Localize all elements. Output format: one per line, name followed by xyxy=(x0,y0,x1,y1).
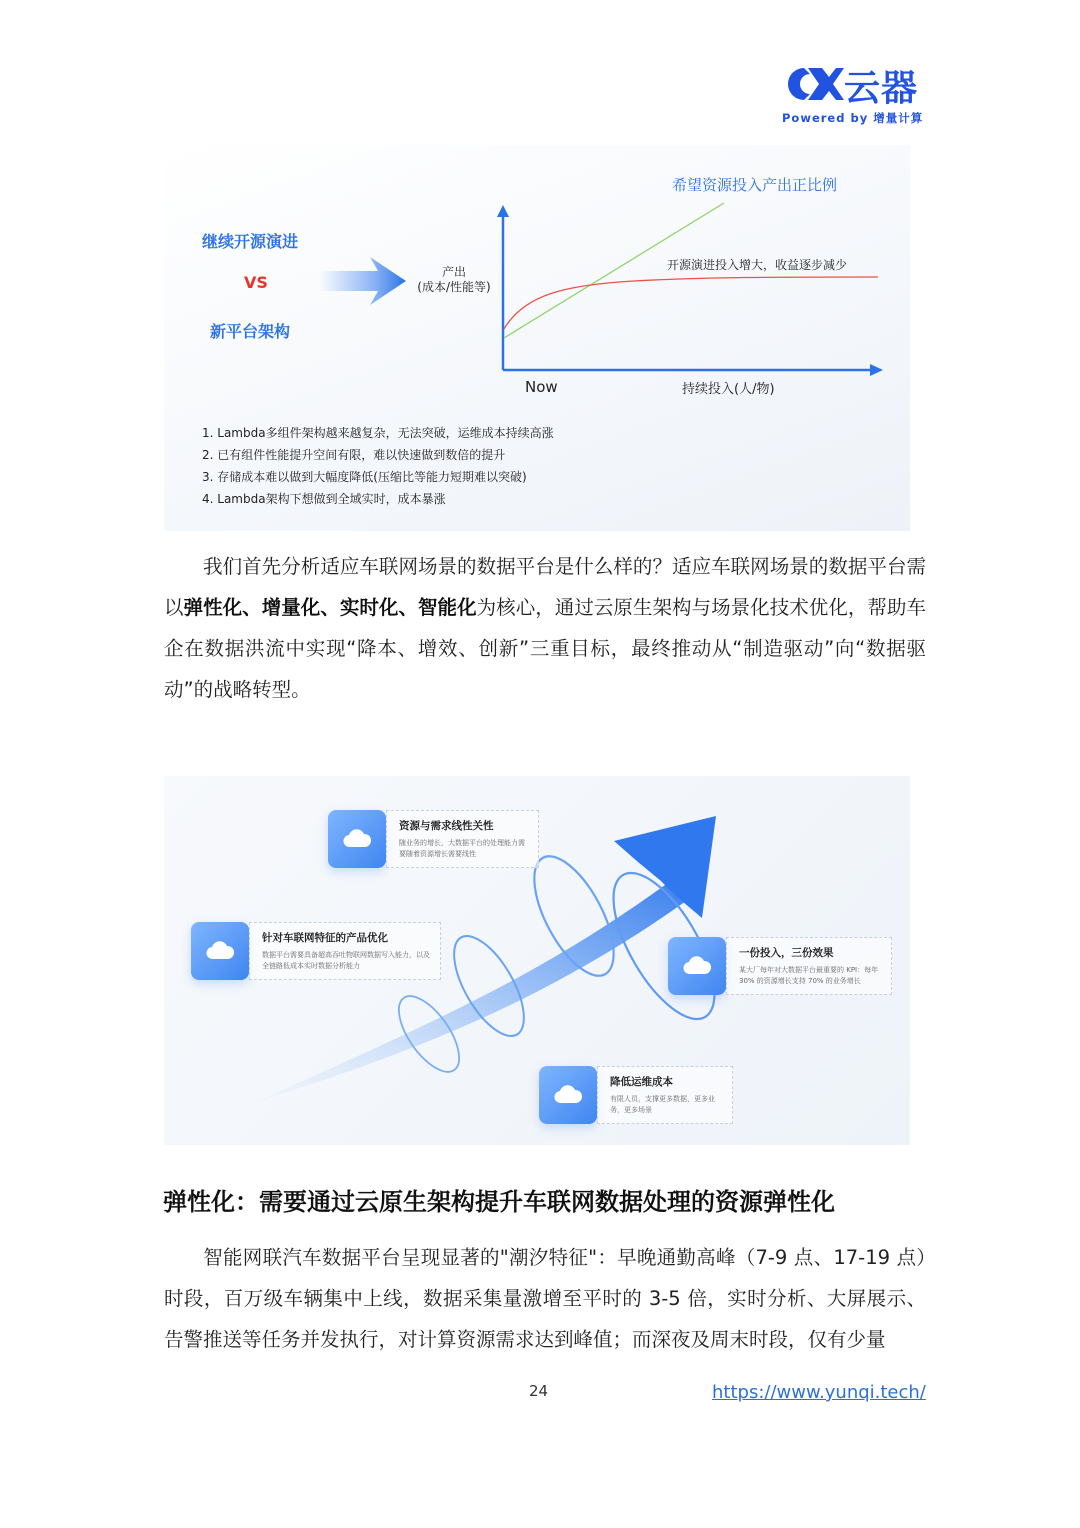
card-title: 资源与需求线性关性 xyxy=(399,820,494,832)
note-item: 3. 存储成本难以做到大幅度降低(压缩比等能力短期难以突破) xyxy=(202,470,527,484)
page-number: 24 xyxy=(529,1382,549,1400)
figure-open-source-vs-new-platform xyxy=(164,145,910,531)
brand-tagline: Powered by 增量计算 xyxy=(782,111,924,125)
card-title: 降低运维成本 xyxy=(610,1076,673,1088)
section-heading: 弹性化：需要通过云原生架构提升车联网数据处理的资源弹性化 xyxy=(163,1188,835,1216)
card-description: 随业务的增长，大数据平台的处理能力需要随着资源增长需要线性 xyxy=(399,839,525,858)
x-axis-label: 持续投入(人/物) xyxy=(682,382,775,397)
yunqi-logo-icon xyxy=(782,64,844,104)
option-continue-open-source: 继续开源演进 xyxy=(202,232,299,251)
elasticity-paragraph: 智能网联汽车数据平台呈现显著的"潮汐特征"：早晚通勤高峰（7-9 点、17-19 点）时段，百万级车辆集中上线，数据采集量激增至平时的 3-5 倍，实时分析、大屏展示、告警推送等任务并发执行，对计算资源需求达到峰值；而深夜及周末时段，仅有少量 xyxy=(164,1246,926,1351)
y-axis-arrowhead xyxy=(497,205,509,217)
brand-name: 云器 xyxy=(844,68,919,109)
website-link[interactable]: https://www.yunqi.tech/ xyxy=(712,1382,926,1403)
proportional-line-label: 希望资源投入产出正比例 xyxy=(672,176,838,194)
card-title: 一份投入，三份效果 xyxy=(739,947,834,959)
notes-list xyxy=(202,422,554,510)
cloud-icon xyxy=(668,937,726,995)
core-capabilities-emphasis: 弹性化、增量化、实时化、智能化 xyxy=(183,596,477,619)
diminishing-curve-label: 开源演进投入增大，收益逐步减少 xyxy=(667,258,848,272)
card-description: 某大厂每年对大数据平台最重要的 KPI：每年 30% 的资源增长支持 70% 的业务增长 xyxy=(739,966,879,985)
x-axis-arrowhead xyxy=(870,364,883,376)
card-description: 数据平台需要具备超高吞吐物联网数据写入能力，以及全链路低成本实时数据分析能力 xyxy=(262,951,430,970)
figure-growth-arrow-goals xyxy=(164,776,910,1145)
cloud-icon xyxy=(328,810,386,868)
y-axis-label: 产出 (成本/性能等) xyxy=(417,265,491,294)
x-axis-origin-label: Now xyxy=(525,378,558,396)
card-description: 有限人员，支撑更多数据，更多业务，更多场景 xyxy=(610,1095,715,1114)
versus-label: VS xyxy=(244,273,268,292)
cloud-icon xyxy=(539,1066,597,1124)
cloud-icon xyxy=(191,922,249,980)
note-item: 2. 已有组件性能提升空间有限，难以快速做到数倍的提升 xyxy=(202,448,506,462)
note-item: 4. Lambda架构下想做到全域实时，成本暴涨 xyxy=(202,492,446,506)
intro-paragraph: 我们首先分析适应车联网场景的数据平台是什么样的？适应车联网场景的数据平台需以弹性化、增量化、实时化、智能化为核心，通过云原生架构与场景化技术优化，帮助车企在数据洪流中实现“降本、增效、创新”三重目标，最终推动从“制造驱动”向“数据驱动”的战略转型。 xyxy=(164,555,926,701)
card-title: 针对车联网特征的产品优化 xyxy=(262,932,388,944)
right-arrow-icon xyxy=(320,257,406,305)
option-new-platform: 新平台架构 xyxy=(210,322,291,341)
brand-logo xyxy=(782,60,922,128)
note-item: 1. Lambda多组件架构越来越复杂，无法突破，运维成本持续高涨 xyxy=(202,426,554,440)
